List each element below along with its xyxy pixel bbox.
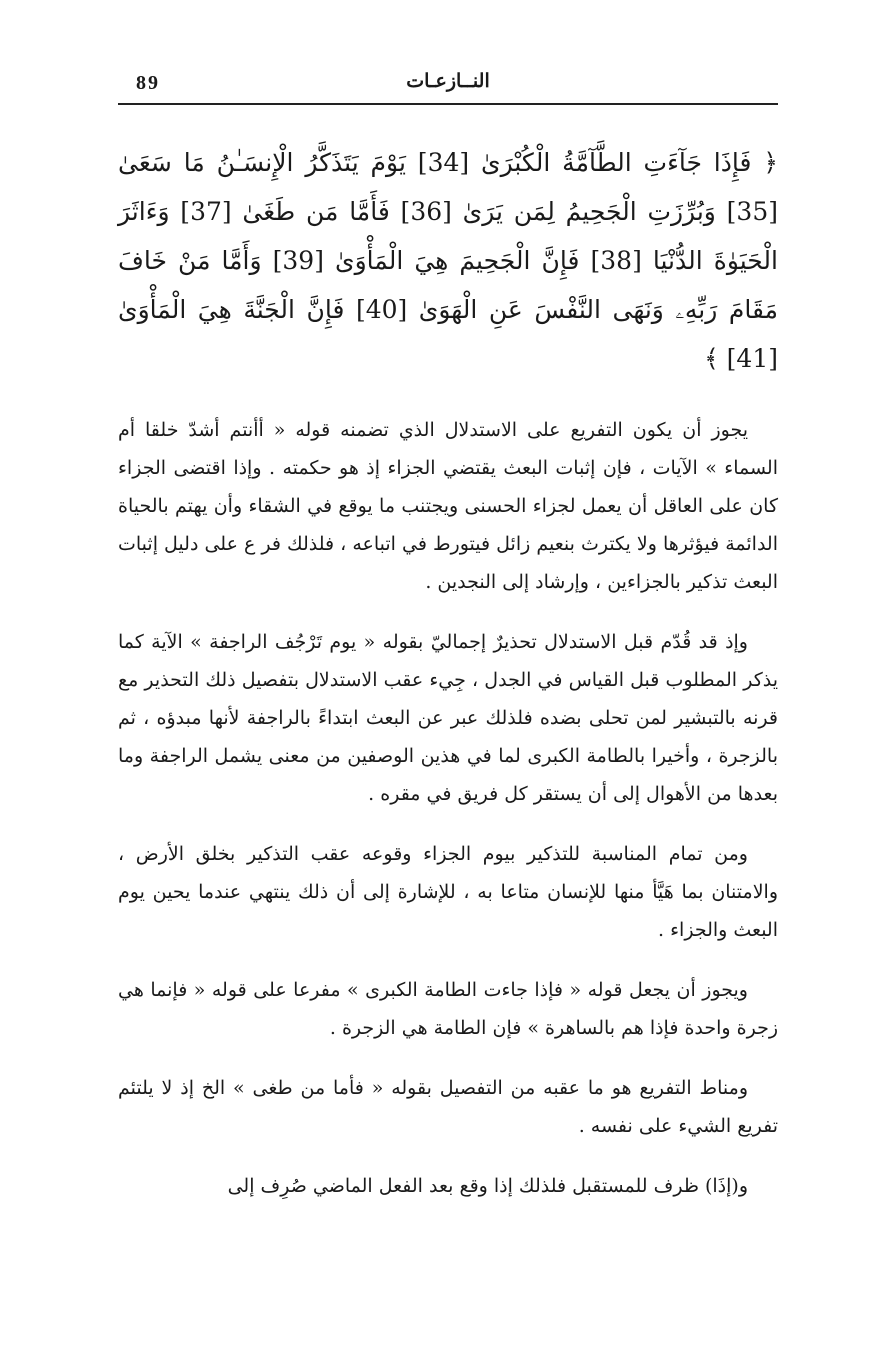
quran-verse-block: ﴿ فَإِذَا جَآءَتِ الطَّآمَّةُ الْكُبْرَىٰ [34] يَوْمَ يَتَذَكَّرُ الْإِنسَـٰنُ مَا سَعَىٰ [35] وَبُرِّزَتِ الْجَحِيمُ لِمَن يَرَىٰ [36] فَأَمَّا مَن طَغَىٰ [37] وَءَاثَرَ الْحَيَوٰةَ الدُّنْيَا [38] فَإِنَّ الْجَحِيمَ هِيَ الْمَأْوَىٰ [39] وَأَمَّا مَنْ خَافَ مَقَامَ رَبِّهِۦ وَنَهَى النَّفْسَ عَنِ الْهَوَىٰ [40] فَإِنَّ الْجَنَّةَ هِيَ الْمَأْوَىٰ [41] ﴾: [118, 148, 779, 373]
page-body: [118, 138, 778, 1227]
paragraph-3: ومن تمام المناسبة للتذكير بيوم الجزاء وقوعه عقب التذكير بخلق الأرض ، والامتنان بما هَيَّأ منها للإنسان متاعا به ، للإشارة إلى أن ذلك ينتهي عندما يحين يوم البعث والجزاء .: [118, 843, 778, 941]
paragraph-1: يجوز أن يكون التفريع على الاستدلال الذي تضمنه قوله « أأنتم أشدّ خلقا أم السماء » الآيات ، فإن إثبات البعث يقتضي الجزاء إذ هو حكمته . وإذا اقتضى الجزاء كان على العاقل أن يعمل لجزاء الحسنى ويجتنب ما يوقع في الشقاء وأن يهتم بالحياة الدائمة فيؤثرها ولا يكترث بنعيم زائل فيتورط في اتباعه ، فلذلك فر ع على دليل إثبات البعث تذكير بالجزاءين ، وإرشاد إلى النجدين .: [118, 419, 778, 593]
header-divider: [118, 103, 778, 105]
page-header: [118, 62, 778, 102]
paragraph-2: وإذ قد قُدّم قبل الاستدلال تحذيرٌ إجماليّ بقوله « يوم تَرْجُف الراجفة » الآية كما يذكر المطلوب قبل القياس في الجدل ، جِيء عقب الاستدلال بتفصيل ذلك التحذير مع قرنه بالتبشير لمن تحلى بضده فلذلك عبر عن البعث ابتداءً بالراجفة لأنها مبدؤه ، ثم بالزجرة ، وأخيرا بالطامة الكبرى لما في هذين الوصفين من معنى يشمل الراجفة وما بعدها من الأهوال إلى أن يستقر كل فريق في مقره .: [118, 631, 778, 805]
page-number: 89: [136, 72, 160, 94]
paragraph-6: و(إذَا) ظرف للمستقبل فلذلك إذا وقع بعد الفعل الماضي صُرِف إلى: [227, 1175, 748, 1197]
paragraph-5: ومناط التفريع هو ما عقبه من التفصيل بقوله « فأما من طغى » الخ إذ لا يلتئم تفريع الشيء على نفسه .: [118, 1077, 778, 1137]
paragraph-4: ويجوز أن يجعل قوله « فإذا جاءت الطامة الكبرى » مفرعا على قوله « فإنما هي زجرة واحدة فإذا هم بالساهرة » فإن الطامة هي الزجرة .: [118, 979, 778, 1039]
running-title: النــازعـات: [406, 70, 490, 92]
